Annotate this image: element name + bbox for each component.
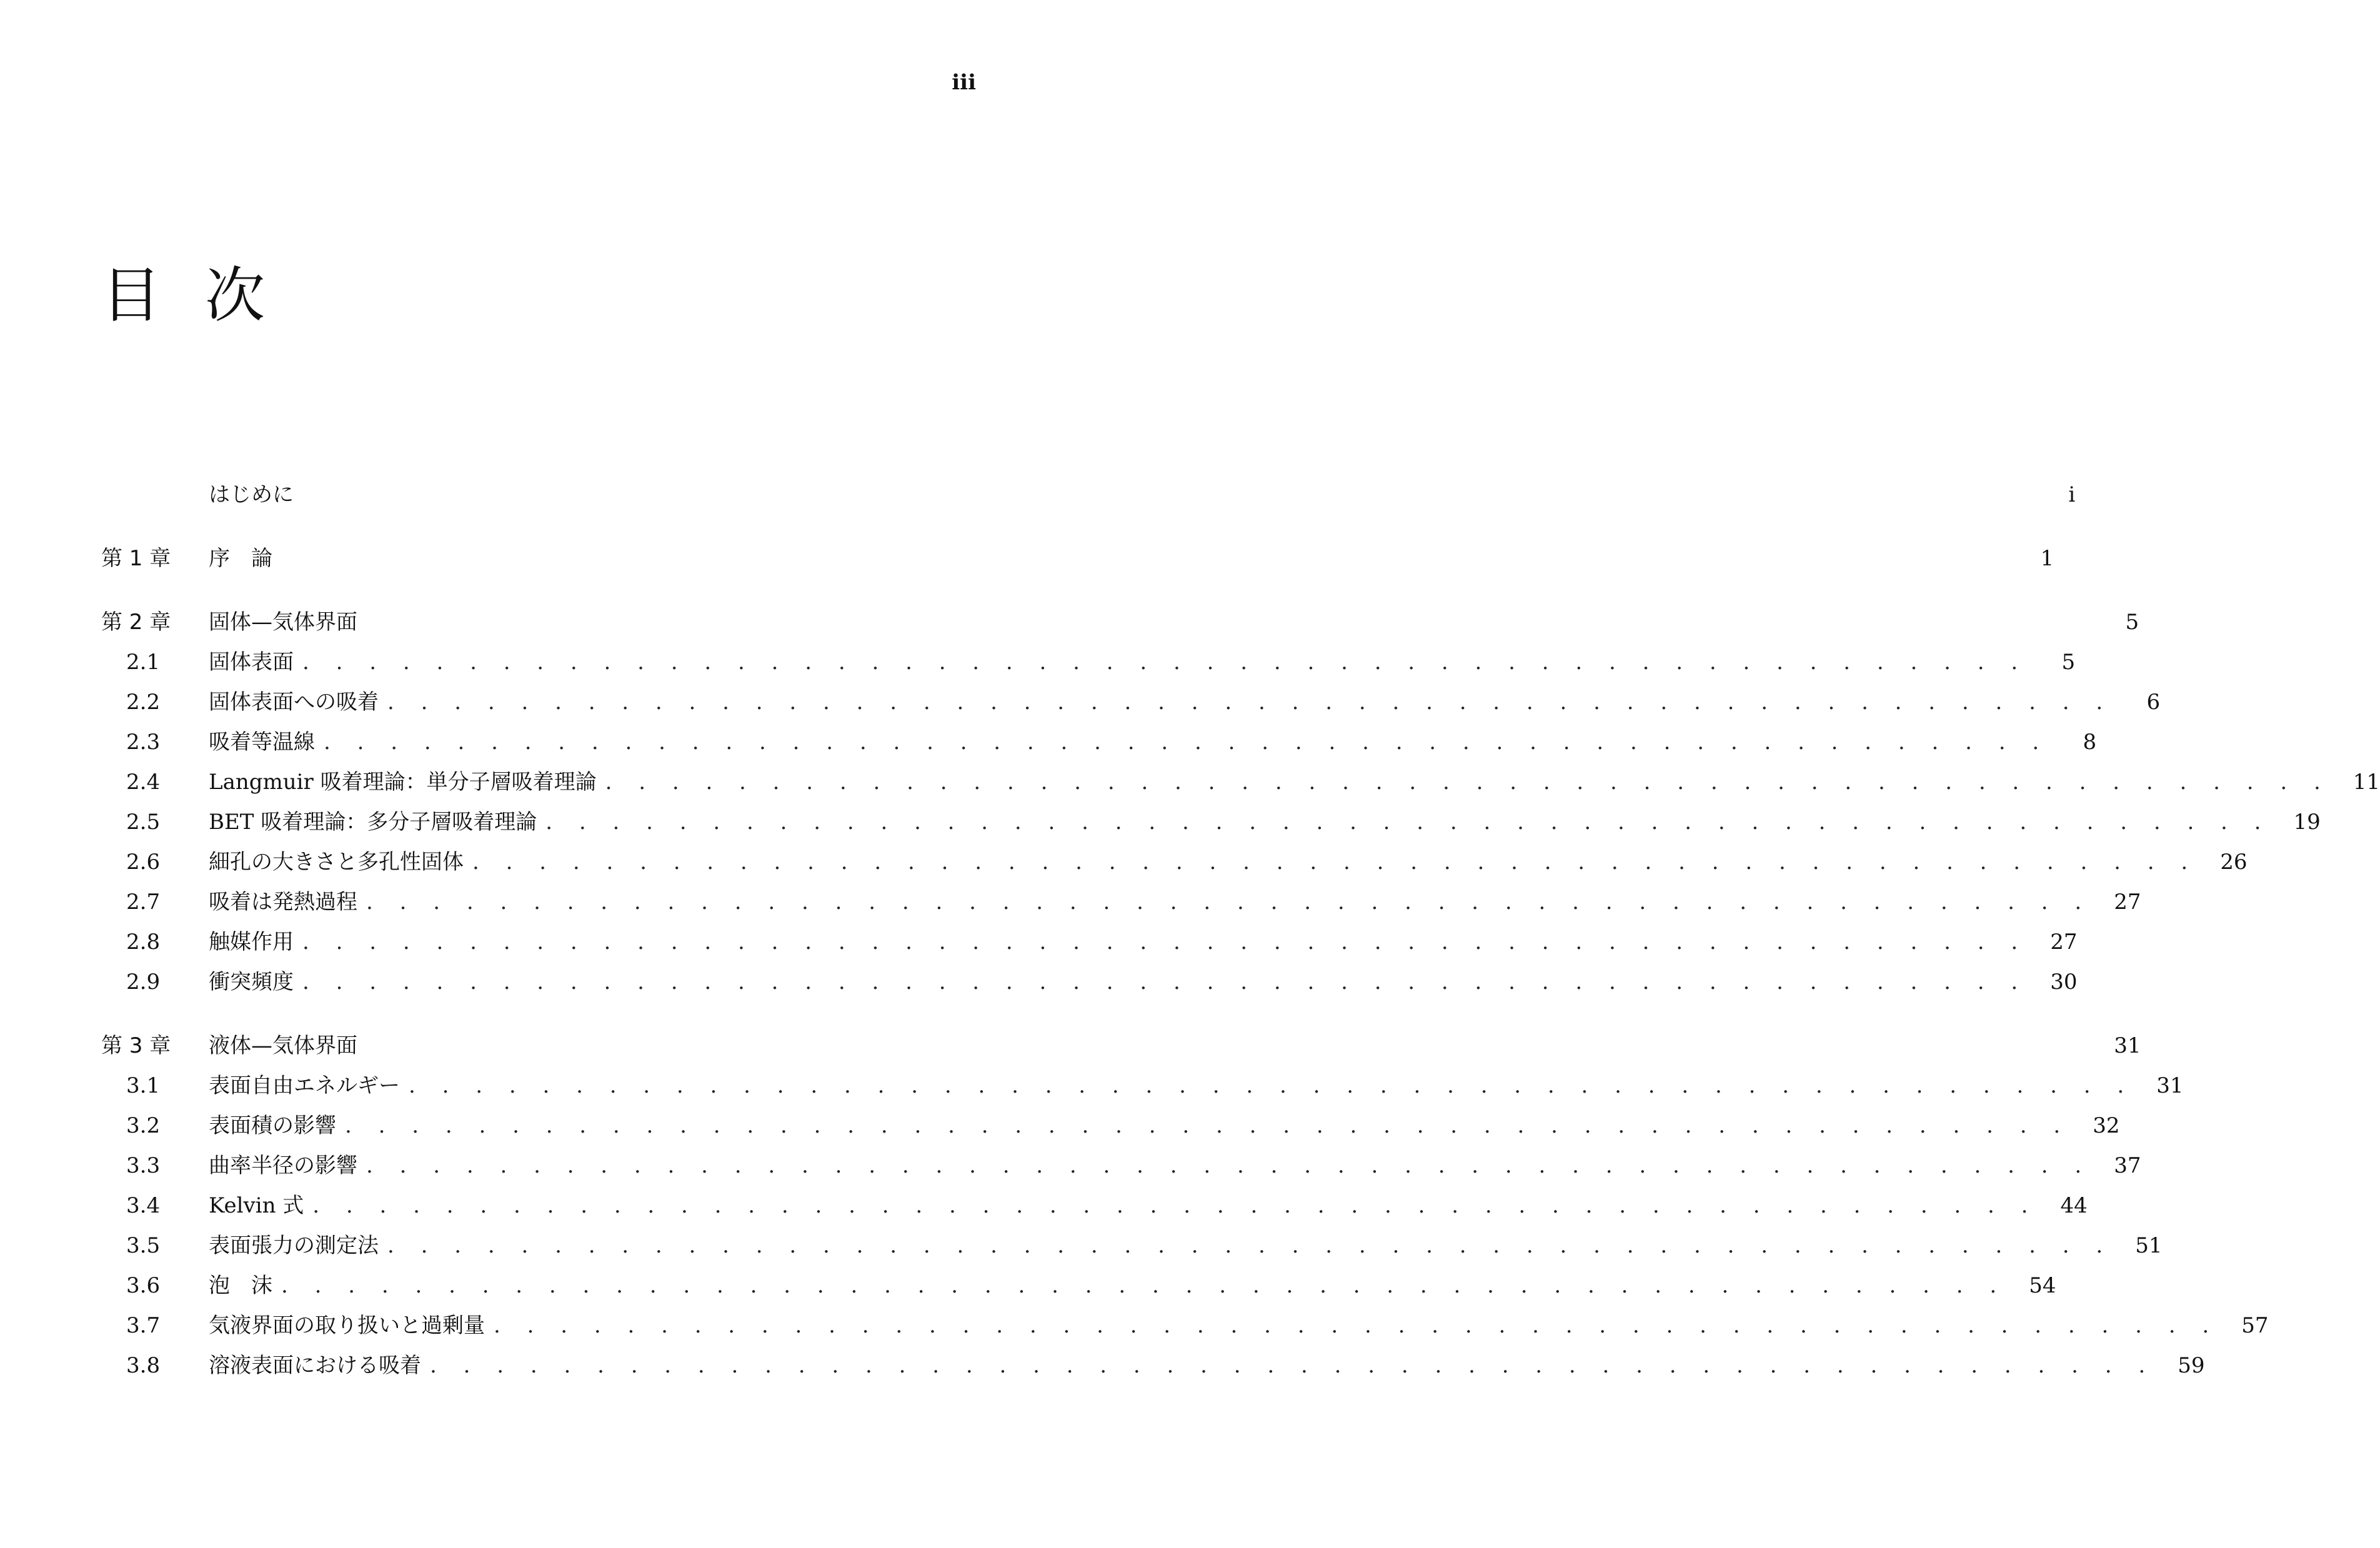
toc-leader-dots: . . . . . . . . . . . . . . . . . . . . . . . . . . . . . . . . . . . . . . . . . . . . . . . . . . . . [387,690,2113,715]
toc-entry-title: 液体—気体界面 [209,1026,366,1066]
toc-leader-dots: . . . . . . . . . . . . . . . . . . . . . . . . . . . . . . . . . . . . . . . . . . . . . . . . . . . . [366,890,2092,915]
toc-section-entry[interactable] [101,1226,2163,1266]
toc-leader-dots: . . . . . . . . . . . . . . . . . . . . . . . . . . . . . . . . . . . . . . . . . . . . . . . . . . . . [545,810,2271,835]
toc-entry-page: 27 [2050,930,2078,955]
toc-entry-page: 59 [2178,1353,2205,1378]
toc-entry-page: 6 [2146,690,2161,715]
toc-leader-dots: . . . . . . . . . . . . . . . . . . . . . . . . . . . . . . . . . . . . . . . . . . . . . . . . . . . . [366,1153,2092,1178]
toc-section-entry[interactable] [101,842,2248,882]
toc-entry-page: 57 [2241,1313,2269,1338]
toc-section-entry[interactable] [101,802,2321,842]
toc-entry-number: 第 2 章 [101,610,171,635]
toc-entry-page: 1 [2040,546,2054,571]
toc-entry-title: Langmuir 吸着理論：単分子層吸着理論 [209,762,605,802]
toc-entry-title: BET 吸着理論：多分子層吸着理論 [209,802,545,842]
toc-entry-title: 表面張力の測定法 [209,1226,387,1266]
toc-leader-dots: . . . . . . . . . . . . . . . . . . . . . . . . . . . . . . . . . . . . . . . . . . . . . . . . . . . . [302,650,2028,675]
toc-entry-page: 51 [2135,1233,2163,1258]
toc-entry-page: 5 [2125,610,2139,635]
toc-leader-dots: . . . . . . . . . . . . . . . . . . . . . . . . . . . . . . . . . . . . . . . . . . . . . . . . . . . . [494,1313,2219,1338]
toc-section-entry[interactable] [101,962,2078,1002]
toc-entry-title: 泡 沫 [209,1266,281,1306]
toc-section-entry[interactable] [101,1346,2205,1386]
toc-section-entry[interactable] [101,1146,2141,1186]
toc-entry-title: 吸着等温線 [209,722,324,762]
toc-section-entry[interactable] [101,762,2380,802]
toc-entry-number: 3.3 [126,1153,161,1178]
page-number: iii [952,70,976,95]
toc-entry-number: 2.2 [126,690,161,715]
toc-section-entry[interactable] [101,642,2076,682]
toc-entry-page: 37 [2114,1153,2141,1178]
toc-chapter-entry[interactable] [101,475,2076,515]
toc-entry-page: 54 [2029,1273,2056,1298]
toc-entry-number: 3.6 [126,1273,161,1298]
toc-entry-number: 3.8 [126,1353,161,1378]
toc-section-entry[interactable] [101,882,2141,922]
toc-leader-dots: . . . . . . . . . . . . . . . . . . . . . . . . . . . . . . . . . . . . . . . . . . . . . . . . . . . . [302,970,2028,995]
toc-entry-page: 5 [2061,650,2076,675]
toc-entry-title: 細孔の大きさと多孔性固体 [209,842,472,882]
toc-entry-page: 31 [2114,1033,2141,1058]
toc-entry-page: 32 [2093,1113,2120,1138]
toc-entry-title: 固体—気体界面 [209,602,366,642]
toc-entry-title: 気液界面の取り扱いと過剰量 [209,1306,494,1346]
toc-entry-number: 第 3 章 [101,1033,171,1058]
toc-leader-dots: . . . . . . . . . . . . . . . . . . . . . . . . . . . . . . . . . . . . . . . . . . . . . . . . . . . . [302,930,2028,955]
table-of-contents [101,475,2380,1386]
toc-entry-number: 2.1 [126,650,161,675]
toc-entry-title: 吸着は発熱過程 [209,882,366,922]
toc-section-entry[interactable] [101,722,2097,762]
toc-entry-number: 2.3 [126,730,161,755]
toc-entry-page: 8 [2083,730,2097,755]
toc-entry-number: 2.8 [126,930,161,955]
toc-leader-dots: . . . . . . . . . . . . . . . . . . . . . . . . . . . . . . . . . . . . . . . . . . . . . . . . . . . . [472,850,2198,875]
toc-section-entry[interactable] [101,1266,2056,1306]
toc-entry-number: 2.7 [126,890,161,915]
toc-leader-dots: . . . . . . . . . . . . . . . . . . . . . . . . . . . . . . . . . . . . . . . . . . . . . . . . . . . . [324,730,2049,755]
toc-leader-dots: . . . . . . . . . . . . . . . . . . . . . . . . . . . . . . . . . . . . . . . . . . . . . . . . . . . . [430,1353,2156,1378]
toc-entry-number: 2.5 [126,810,161,835]
toc-entry-number: 2.6 [126,850,161,875]
toc-entry-number: 3.2 [126,1113,161,1138]
toc-entry-page: i [2068,482,2076,507]
toc-chapter-entry[interactable] [101,1026,2141,1066]
toc-leader-dots: . . . . . . . . . . . . . . . . . . . . . . . . . . . . . . . . . . . . . . . . . . . . . . . . . . . . [345,1113,2071,1138]
toc-section-entry[interactable] [101,922,2078,962]
toc-entry-title: 衝突頻度 [209,962,302,1002]
toc-section-entry[interactable] [101,1306,2269,1346]
toc-entry-title: 曲率半径の影響 [209,1146,366,1186]
toc-entry-page: 11 [2353,770,2380,795]
toc-entry-number: 2.4 [126,770,161,795]
toc-entry-number: 3.5 [126,1233,161,1258]
toc-leader-dots: . . . . . . . . . . . . . . . . . . . . . . . . . . . . . . . . . . . . . . . . . . . . . . . . . . . . [387,1233,2113,1258]
toc-entry-title: 序 論 [209,538,281,578]
toc-entry-page: 19 [2293,810,2321,835]
toc-entry-page: 27 [2114,890,2141,915]
toc-entry-page: 44 [2060,1193,2088,1218]
toc-section-entry[interactable] [101,1186,2088,1226]
toc-leader-dots: . . . . . . . . . . . . . . . . . . . . . . . . . . . . . . . . . . . . . . . . . . . . . . . . . . . . [409,1073,2134,1098]
toc-entry-title: 触媒作用 [209,922,302,962]
toc-entry-page: 31 [2156,1073,2184,1098]
toc-entry-page: 26 [2220,850,2248,875]
toc-entry-page: 30 [2050,970,2078,995]
toc-chapter-entry[interactable] [101,538,2054,578]
toc-leader-dots: . . . . . . . . . . . . . . . . . . . . . . . . . . . . . . . . . . . . . . . . . . . . . . . . . . . . [281,1273,2007,1298]
toc-section-entry[interactable] [101,1106,2120,1146]
toc-leader-dots: . . . . . . . . . . . . . . . . . . . . . . . . . . . . . . . . . . . . . . . . . . . . . . . . . . . . [605,770,2331,795]
toc-entry-number: 第 1 章 [101,546,171,571]
page-title: 目次 [101,260,309,330]
toc-chapter-entry[interactable] [101,602,2139,642]
toc-entry-number: 3.1 [126,1073,161,1098]
toc-entry-title: 溶液表面における吸着 [209,1346,430,1386]
toc-entry-number: 3.4 [126,1193,161,1218]
toc-leader-dots: . . . . . . . . . . . . . . . . . . . . . . . . . . . . . . . . . . . . . . . . . . . . . . . . . . . . [312,1193,2038,1218]
toc-entry-title: 固体表面 [209,642,302,682]
toc-entry-title: 固体表面への吸着 [209,682,387,722]
toc-section-entry[interactable] [101,682,2161,722]
toc-section-entry[interactable] [101,1066,2184,1106]
toc-entry-title: 表面積の影響 [209,1106,345,1146]
toc-entry-title: Kelvin 式 [209,1186,312,1226]
toc-entry-title: 表面自由エネルギー [209,1066,409,1106]
toc-entry-number: 2.9 [126,970,161,995]
toc-entry-title: はじめに [209,475,302,515]
toc-entry-number: 3.7 [126,1313,161,1338]
